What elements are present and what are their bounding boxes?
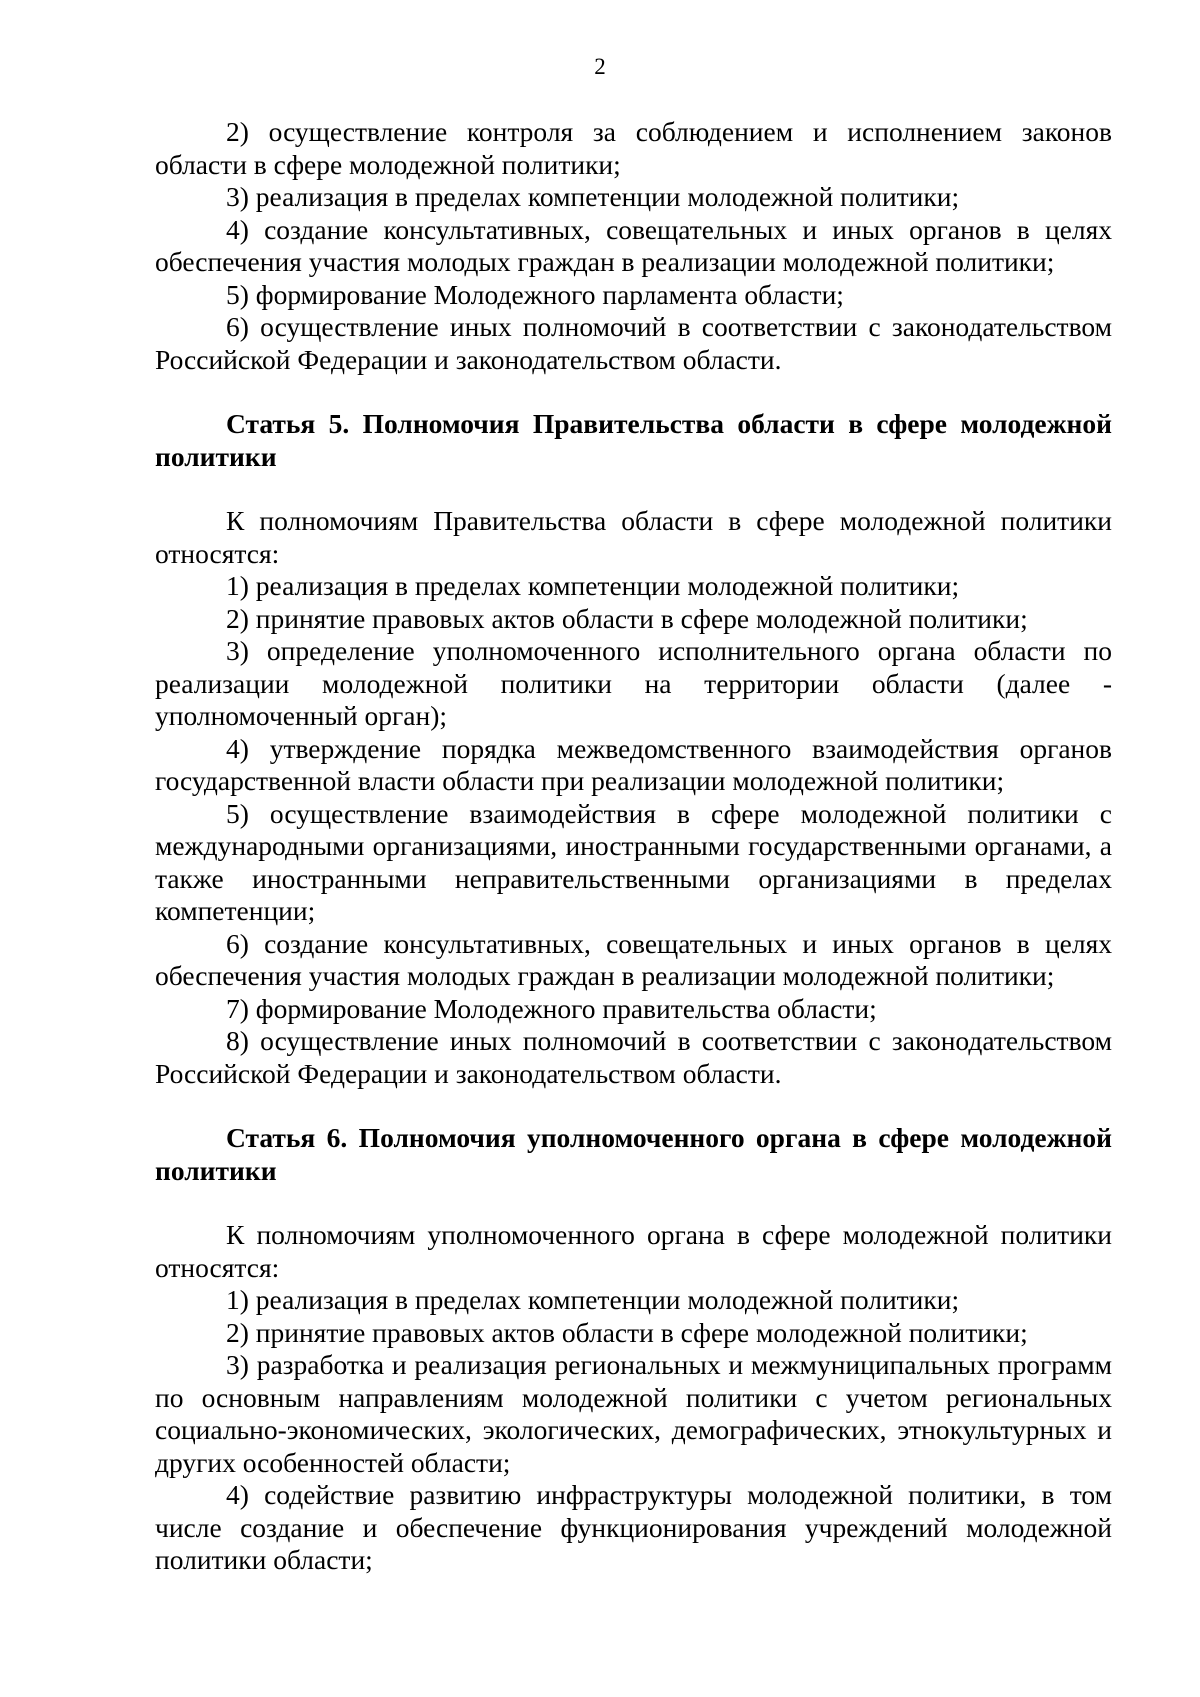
list-item: 3) реализация в пределах компетенции молодежной политики;	[226, 181, 960, 212]
list-item: 3) разработка и реализация региональных и межмуниципальных программ по основным направлениям молодежной политики с учетом региональных социально-экономических, экологических, демографических, этнокультурных и других особенностей области;	[155, 1349, 1112, 1478]
list-item: 4) содействие развитию инфраструктуры молодежной политики, в том числе создание и обеспечение функционирования учреждений молодежной политики области;	[155, 1479, 1112, 1575]
list-item: 2) осуществление контроля за соблюдением и исполнением законов области в сфере молодежной политики;	[155, 116, 1112, 180]
list-item: 1) реализация в пределах компетенции молодежной политики;	[226, 1284, 960, 1315]
article-heading: Статья 6. Полномочия уполномоченного органа в сфере молодежной политики	[155, 1122, 1112, 1186]
list-item: 5) осуществление взаимодействия в сфере молодежной политики с международными организациями, иностранными государственными органами, а также иностранными неправительственными организациями в пределах компетенции;	[155, 797, 1112, 926]
article-heading: Статья 5. Полномочия Правительства области в сфере молодежной политики	[155, 408, 1112, 472]
list-item: 8) осуществление иных полномочий в соответствии с законодательством Российской Федерации и законодательством области.	[155, 1025, 1112, 1089]
article-intro: К полномочиям уполномоченного органа в сфере молодежной политики относятся:	[155, 1219, 1112, 1283]
document-body	[155, 116, 1112, 1577]
page-number: 2	[594, 54, 606, 79]
list-item: 6) осуществление иных полномочий в соответствии с законодательством Российской Федерации и законодательством области.	[155, 311, 1112, 375]
list-item: 6) создание консультативных, совещательных и иных органов в целях обеспечения участия молодых граждан в реализации молодежной политики;	[155, 927, 1112, 991]
list-item: 7) формирование Молодежного правительства области;	[226, 992, 877, 1024]
article4-list-continued	[155, 116, 1112, 376]
list-item: 2) принятие правовых актов области в сфере молодежной политики;	[226, 602, 1028, 634]
article-6	[155, 1122, 1112, 1577]
list-item: 5) формирование Молодежного парламента области;	[226, 278, 844, 310]
article-intro: К полномочиям Правительства области в сфере молодежной политики относятся:	[155, 505, 1112, 569]
list-item: 4) утверждение порядка межведомственного взаимодействия органов государственной власти области при реализации молодежной политики;	[155, 732, 1112, 796]
list-item: 4) создание консультативных, совещательных и иных органов в целях обеспечения участия молодых граждан в реализации молодежной политики;	[155, 213, 1112, 277]
article-5	[155, 408, 1112, 1090]
list-item: 3) определение уполномоченного исполнительного органа области по реализации молодежной политики на территории области (далее - уполномоченный орган);	[155, 635, 1112, 731]
list-item: 1) реализация в пределах компетенции молодежной политики;	[226, 570, 960, 601]
list-item: 2) принятие правовых актов области в сфере молодежной политики;	[226, 1316, 1028, 1348]
